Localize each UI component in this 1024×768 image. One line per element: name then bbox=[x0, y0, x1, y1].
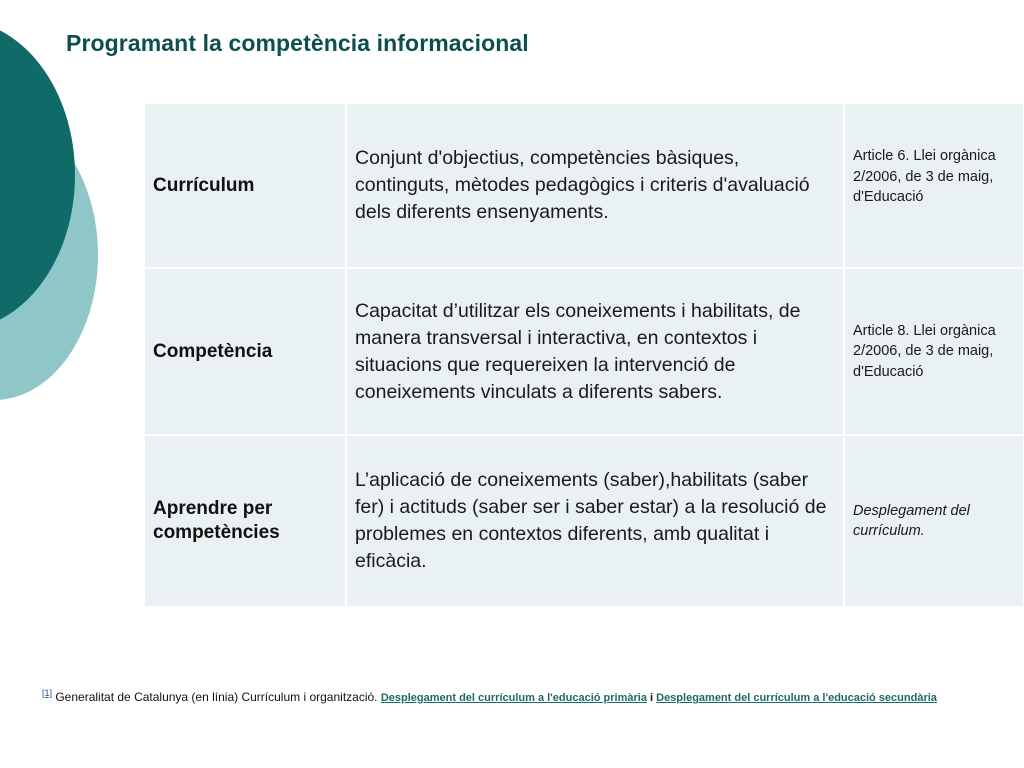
source-text: Article 6. Llei orgànica 2/2006, de 3 de maig, d'Educació bbox=[853, 148, 996, 205]
definitions-table bbox=[143, 102, 1024, 608]
link-secondary-curriculum[interactable]: Desplegament del currículum a l'educació secundària bbox=[656, 692, 937, 704]
definition-cell: Conjunt d'objectius, competències bàsiques, continguts, mètodes pedagògics i criteris d'avaluació dels diferents ensenyaments. bbox=[346, 103, 844, 268]
definition-cell: Capacitat d’utilitzar els coneixements i habilitats, de manera transversal i interactiva, en contextos i situacions que requereixen la intervenció de coneixements vinculats a diferents sabers. bbox=[346, 268, 844, 435]
footnote-ref-link[interactable]: [1] bbox=[42, 688, 53, 698]
table-row bbox=[144, 435, 1024, 607]
term-cell: Aprendre per competències bbox=[144, 435, 346, 607]
table-row bbox=[144, 103, 1024, 268]
footnote-text: Generalitat de Catalunya (en línia) Currículum i organització. bbox=[52, 690, 381, 704]
source-cell: Article 8. Llei orgànica 2/2006, de 3 de maig, d'Educació bbox=[844, 268, 1024, 435]
footnote bbox=[42, 685, 942, 706]
slide-title: Programant la competència informacional bbox=[66, 30, 529, 56]
footnote-separator: i bbox=[646, 692, 657, 704]
definitions-table-frame bbox=[143, 102, 996, 608]
term-cell: Currículum bbox=[144, 103, 346, 268]
table-row bbox=[144, 268, 1024, 435]
definition-cell: L’aplicació de coneixements (saber),habilitats (saber fer) i actituds (saber ser i saber estar) a la resolució de problemes en contextos diferents, amb qualitat i eficàcia. bbox=[346, 435, 844, 607]
term-cell: Competència bbox=[144, 268, 346, 435]
source-cell bbox=[844, 103, 1024, 268]
source-cell: Desplegament del currículum. bbox=[844, 435, 1024, 607]
link-primary-curriculum[interactable]: Desplegament del currículum a l'educació primària bbox=[380, 692, 647, 704]
